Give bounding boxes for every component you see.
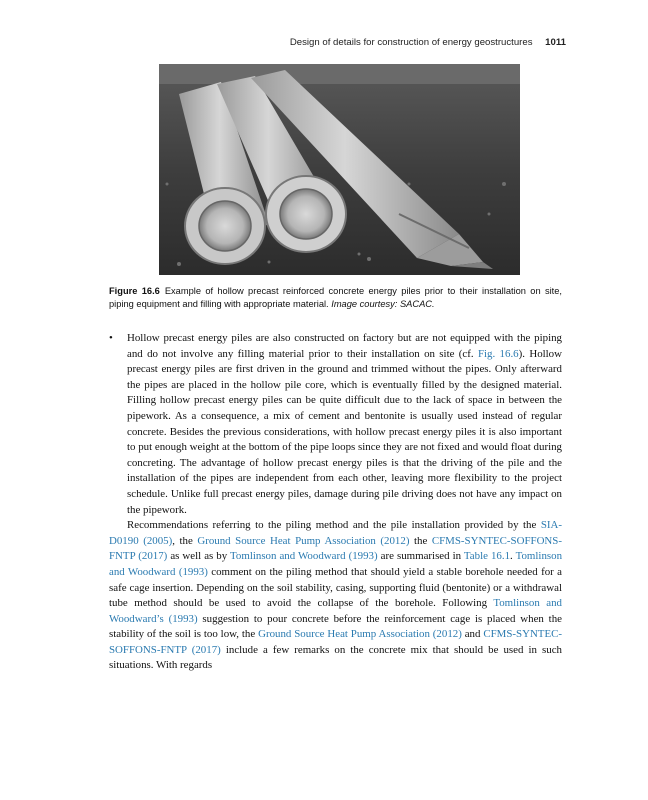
para-text: the	[409, 534, 432, 547]
page-number: 1011	[545, 37, 566, 48]
para-text: .	[510, 550, 516, 563]
figure-photo	[159, 64, 520, 275]
paragraph-recommendations	[109, 518, 562, 674]
figure-caption	[109, 285, 562, 311]
para-text: comment on the piling method that should yield a stable borehole needed for a safe cage insertion. Depending on the soil stability, casing, supporting fluid (bentonite) or a withdrawal tube method should be used to avoid the collapse of the borehole. Following	[109, 565, 562, 610]
bullet-text-1: Hollow precast energy piles are also constructed on factory but are not equipped with the piping and do not involve any filling material prior to their installation on site (cf.	[127, 332, 562, 360]
image-credit: Image courtesy: SACAC.	[331, 299, 435, 309]
para-text: are summarised in	[377, 550, 464, 563]
figure-reference-link[interactable]: Fig. 16.6	[477, 347, 519, 360]
body-text	[109, 331, 562, 674]
para-text: as well as by	[167, 550, 231, 563]
bullet-item	[109, 331, 562, 518]
citation-tomlinson-woodward[interactable]: Tomlinson and Woodward’s (1993)	[109, 597, 562, 625]
citation-gshpa[interactable]: Ground Source Heat Pump Association (2012)	[197, 534, 410, 547]
para-text: include a few remarks on the concrete mix that should be used in such situations. With regards	[109, 643, 562, 672]
bullet-marker: •	[109, 332, 113, 344]
citation-gshpa[interactable]: Ground Source Heat Pump Association (2012)	[258, 628, 462, 641]
citation-tomlinson-woodward[interactable]: Tomlinson and Woodward (1993)	[230, 550, 378, 563]
citation-cfms[interactable]: CFMS-SYNTEC-SOFFONS-FNTP (2017)	[109, 628, 562, 656]
para-text: and	[461, 628, 484, 641]
para-text: Recommendations referring to the piling method and the pile installation provided by the	[127, 519, 541, 532]
running-header	[290, 37, 566, 48]
running-title: Design of details for construction of energy geostructures	[289, 37, 533, 48]
bullet-text-2: ). Hollow precast energy piles are first driven in the ground and trimmed without the pipes. Only afterward the pipes are placed in the hollow pile core, which is eventually filled by the designed material. Filling hollow precast energy piles can be quite difficult due to the lack of space in between the pipework. As a consequence, a mix of cement and bentonite is usually used instead of regular concrete. Besides the previous considerations, with hollow precast energy piles it is also important to put enough weight at the bottom of the pipe loops since they are not fixed and would float during concreting. The advantage of hollow precast energy piles is that the driving of the pile and the installation of the pipes are independent from each other, leaving more flexibility to the project schedule. Unlike full precast energy piles, damage during pile driving does not have any impact on the pipework.	[127, 347, 562, 516]
caption-text: Example of hollow precast reinforced concrete energy piles prior to their installation on site, piping equipment and filling with appropriate material.	[109, 286, 562, 309]
figure-label: Figure 16.6	[109, 286, 160, 296]
citation-sia[interactable]: SIA-D0190 (2005)	[109, 519, 562, 547]
para-text: , the	[172, 534, 198, 547]
para-text: suggestion to pour concrete before the reinforcement cage is placed when the stability of the soil is too low, the	[109, 612, 562, 641]
precast-piles-photo	[159, 64, 520, 275]
citation-cfms[interactable]: CFMS-SYNTEC-SOFFONS-FNTP (2017)	[109, 534, 562, 563]
citation-tomlinson-woodward[interactable]: Tomlinson and Woodward (1993)	[109, 550, 563, 578]
table-reference-link[interactable]: Table 16.1	[463, 550, 511, 563]
